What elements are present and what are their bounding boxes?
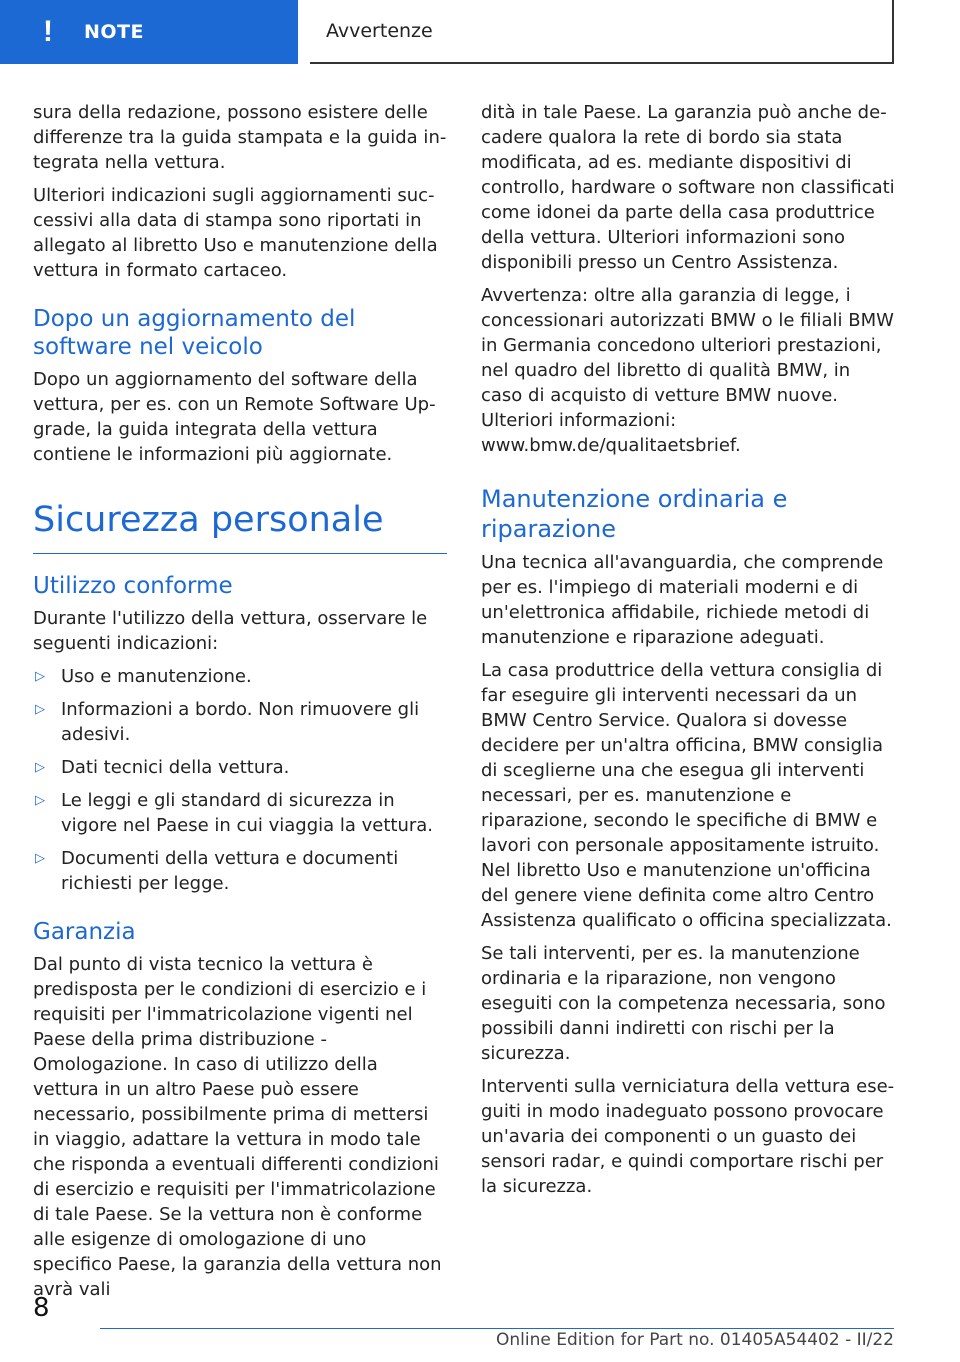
paragraph: Dopo un aggiornamento del software della vettura, per es. con un Remote Software Upgrade, la guida integrata della vettura contiene le informazioni più aggiornate.: [33, 369, 436, 465]
paragraph: Durante l'utilizzo della vettura, osservare le seguenti indicazioni:: [33, 608, 428, 654]
heading-software-update: Dopo un aggiornamento del software nel veicolo: [33, 306, 356, 360]
triangle-bullet-icon: ▷: [35, 760, 45, 775]
list-item: ▷ Informazioni a bordo. Non rimuovere gli adesivi.: [35, 699, 420, 745]
heading-sicurezza-personale: Sicurezza personale: [33, 499, 447, 554]
heading-utilizzo-conforme: Utilizzo conforme: [33, 573, 233, 599]
triangle-bullet-icon: ▷: [35, 851, 45, 866]
section-header: [310, 0, 894, 64]
note-label: NOTE: [84, 21, 144, 43]
left-column: [33, 100, 447, 1310]
paragraph: sura della redazione, possono esistere delle differenze tra la guida stampata e la guida integrata nella vettura.: [33, 102, 447, 173]
note-tab: [0, 0, 298, 64]
paragraph: Una tecnica all'avanguardia, che comprende per es. l'impiego di materiali moderni e di un'elettronica affidabile, richiede metodi di manutenzione e riparazione adeguati.: [481, 552, 884, 648]
heading-manutenzione: Manutenzione ordinaria e riparazione: [481, 485, 788, 543]
edition-footer: Online Edition for Part no. 01405A54402 - II/22: [495, 1330, 894, 1350]
right-column: [481, 100, 895, 1207]
exclamation-icon: !: [43, 15, 53, 48]
bullet-list: [33, 664, 447, 896]
triangle-bullet-icon: ▷: [35, 702, 45, 717]
section-title: Avvertenze: [326, 20, 433, 42]
list-item: ▷ Dati tecnici della vettura.: [35, 757, 290, 778]
footer-divider: [100, 1328, 894, 1329]
page-number: 8: [33, 1293, 50, 1323]
heading-garanzia: Garanzia: [33, 919, 136, 945]
paragraph: Interventi sulla verniciatura della vettura eseguiti in modo inadeguato possono provocare un'avaria dei componenti o un guasto dei sensori radar, e quindi comportare rischi per la sicurezza.: [481, 1076, 895, 1197]
paragraph: Se tali interventi, per es. la manutenzione ordinaria e la riparazione, non vengono eseguiti con la competenza necessaria, sono possibili danni indiretti con rischi per la sicurezza.: [481, 943, 886, 1064]
list-item: ▷ Documenti della vettura e documenti richiesti per legge.: [35, 848, 399, 894]
triangle-bullet-icon: ▷: [35, 793, 45, 808]
paragraph: Ulteriori indicazioni sugli aggiornamenti successivi alla data di stampa sono riportati in allegato al libretto Uso e manutenzione della vettura in formato cartaceo.: [33, 185, 438, 281]
triangle-bullet-icon: ▷: [35, 669, 45, 684]
list-item: ▷ Le leggi e gli standard di sicurezza in vigore nel Paese in cui viaggia la vettura.: [35, 790, 434, 836]
paragraph: Avvertenza: oltre alla garanzia di legge, i concessionari autorizzati BMW o le filiali BMW in Germania concedono ulteriori prestazioni, nel quadro del libretto di qualità BMW, in caso di acquisto di vetture BMW nuove. Ulteriori informazioni: www.bmw.de/qualitaetsbrief.: [481, 285, 894, 456]
paragraph: dità in tale Paese. La garanzia può anche decadere qualora la rete di bordo sia stata modificata, ad es. mediante dispositivi di controllo, hardware o software non classificati come idonei da parte della casa produttrice della vettura. Ulteriori informazioni sono disponibili presso un Centro Assistenza.: [481, 102, 895, 273]
paragraph: Dal punto di vista tecnico la vettura è predisposta per le condizioni di esercizio e i requisiti per l'immatricolazione vigenti nel Paese della prima distribuzione - Omologazione. In caso di utilizzo della vettura in un altro Paese può essere necessario, possibilmente prima di mettersi in viaggio, adattare la vettura in modo tale che risponda a eventuali differenti condizioni di esercizio e requisiti per l'immatricolazione di tale Paese. Se la vettura non è conforme alle esigenze di omologazione di uno specifico Paese, la garanzia della vettura non avrà vali: [33, 954, 442, 1300]
list-item: ▷ Uso e manutenzione.: [35, 666, 252, 687]
paragraph: La casa produttrice della vettura consiglia di far eseguire gli interventi necessari da un BMW Centro Service. Qualora si dovesse decidere per un'altra officina, BMW consiglia di sceglierne una che esegua gli interventi necessari, per es. manutenzione e riparazione, secondo le specifiche di BMW e lavori con personale appositamente istruito. Nel libretto Uso e manutenzione un'officina del genere viene definita come altro Centro Assistenza qualificato o officina specializzata.: [481, 660, 892, 931]
